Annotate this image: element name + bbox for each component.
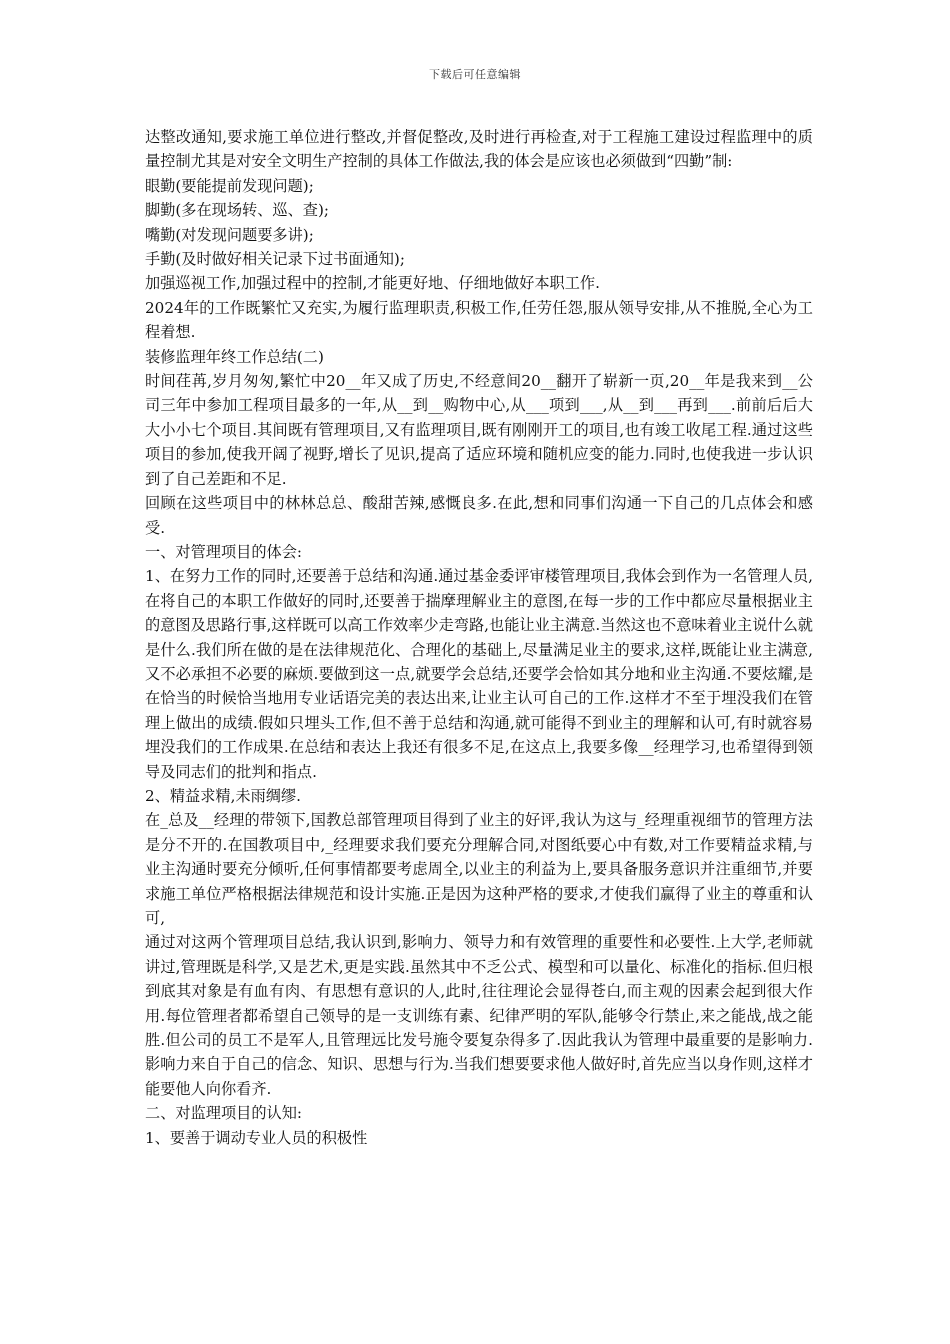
paragraph-time-flies: 时间荏苒,岁月匆匆,繁忙中20__年又成了历史,不经意间20__翻开了崭新一页,20__年是我来到__公司三年中参加工程项目最多的一年,从__到__购物中心,从___项到___,从__到___再到___.前前后后大大小小七个项目.其间既有管理项目,又有监理项目,既有刚刚开工的项目,也有竣工收尾工程.通过这些项目的参加,使我开阔了视野,增长了见识,提高了适应环境和随机应变的能力.同时,也使我进一步认识到了自己差距和不足. [145, 372, 813, 488]
paragraph-influence: 通过对这两个管理项目总结,我认识到,影响力、领导力和有效管理的重要性和必要性.上大学,老师就讲过,管理既是科学,又是艺术,更是实践.虽然其中不乏公式、模型和可以量化、标准化的指标.但归根到底其对象是有血有肉、有思想有意识的人,此时,往往理论会显得苍白,而主观的因素会起到很大作用.每位管理者都希望自己领导的是一支训练有素、纪律严明的军队,能够令行禁止,来之能战,战之能胜.但公司的员工不是军人,且管理远比发号施令要复杂得多了.因此我认为管理中最重要的是影响力.影响力来自于自己的信念、知识、思想与行为.当我们想要要求他人做好时,首先应当以身作则,这样才能要他人向你看齐. [145, 933, 813, 1098]
paragraph-inspection: 加强巡视工作,加强过程中的控制,才能更好地、仔细地做好本职工作. [145, 274, 600, 293]
document-body [145, 125, 813, 1150]
paragraph-summarize-communicate: 1、在努力工作的同时,还要善于总结和沟通.通过基金委评审楼管理项目,我体会到作为一名管理人员,在将自己的本职工作做好的同时,还要善于揣摩理解业主的意图,在每一步的工作中都应尽量根据业主的意图及思路行事,这样既可以高工作效率少走弯路,也能让业主满意.当然这也不意味着业主说什么就是什么.我们所在做的是在法律规范化、合理化的基础上,尽量满足业主的要求,这样,既能让业主满意,又不必承担不必要的麻烦.要做到这一点,就要学会总结,还要学会恰如其分地和业主沟通.不要炫耀,是在恰当的时候恰当地用专业话语完美的表达出来,让业主认可自己的工作.这样才不至于埋没我们在管理上做出的成绩.假如只埋头工作,但不善于总结和沟通,就可能得不到业主的理解和认可,有时就容易埋没我们的工作成果.在总结和表达上我还有很多不足,在这点上,我要多像__经理学习,也希望得到领导及同志们的批判和指点. [145, 567, 813, 781]
page-header-note: 下载后可任意编辑 [429, 68, 521, 81]
paragraph-hand-diligence: 手勤(及时做好相关记录下过书面通知); [145, 250, 405, 269]
paragraph-eye-diligence: 眼勤(要能提前发现问题); [145, 176, 314, 195]
paragraph-year-summary: 2024年的工作既繁忙又充实,为履行监理职责,积极工作,任劳任怨,服从领导安排,从不推脱,全心为工程着想. [145, 298, 813, 342]
heading-excellence: 2、精益求精,未雨绸缪. [145, 786, 302, 805]
paragraph-mouth-diligence: 嘴勤(对发现问题要多讲); [145, 225, 314, 244]
heading-supervision-projects: 二、对监理项目的认知: [145, 1104, 302, 1123]
section-title-part-two: 装修监理年终工作总结(二) [145, 347, 324, 366]
heading-motivate-staff: 1、要善于调动专业人员的积极性 [145, 1128, 368, 1147]
paragraph-four-diligence-intro: 达整改通知,要求施工单位进行整改,并督促整改,及时进行再检查,对于工程施工建设过程监理中的质量控制尤其是对安全文明生产控制的具体工作做法,我的体会是应该也必须做到“四勤”制: [145, 128, 813, 171]
heading-management-projects: 一、对管理项目的体会: [145, 542, 302, 561]
paragraph-guojiao-project: 在_总及__经理的带领下,国教总部管理项目得到了业主的好评,我认为这与_经理重视细节的管理方法是分不开的.在国教项目中,_经理要求我们要充分理解合同,对图纸要心中有数,对工作要精益求精,与业主沟通时要充分倾听,任何事情都要考虑周全,以业主的利益为上,要具备服务意识并注重细节,并要求施工单位严格根据法律规范和设计实施.正是因为这种严格的要求,才使我们赢得了业主的尊重和认可, [145, 811, 813, 927]
paragraph-foot-diligence: 脚勤(多在现场转、巡、查); [145, 201, 330, 220]
paragraph-review: 回顾在这些项目中的林林总总、酸甜苦辣,感慨良多.在此,想和同事们沟通一下自己的几点体会和感受. [145, 494, 813, 537]
